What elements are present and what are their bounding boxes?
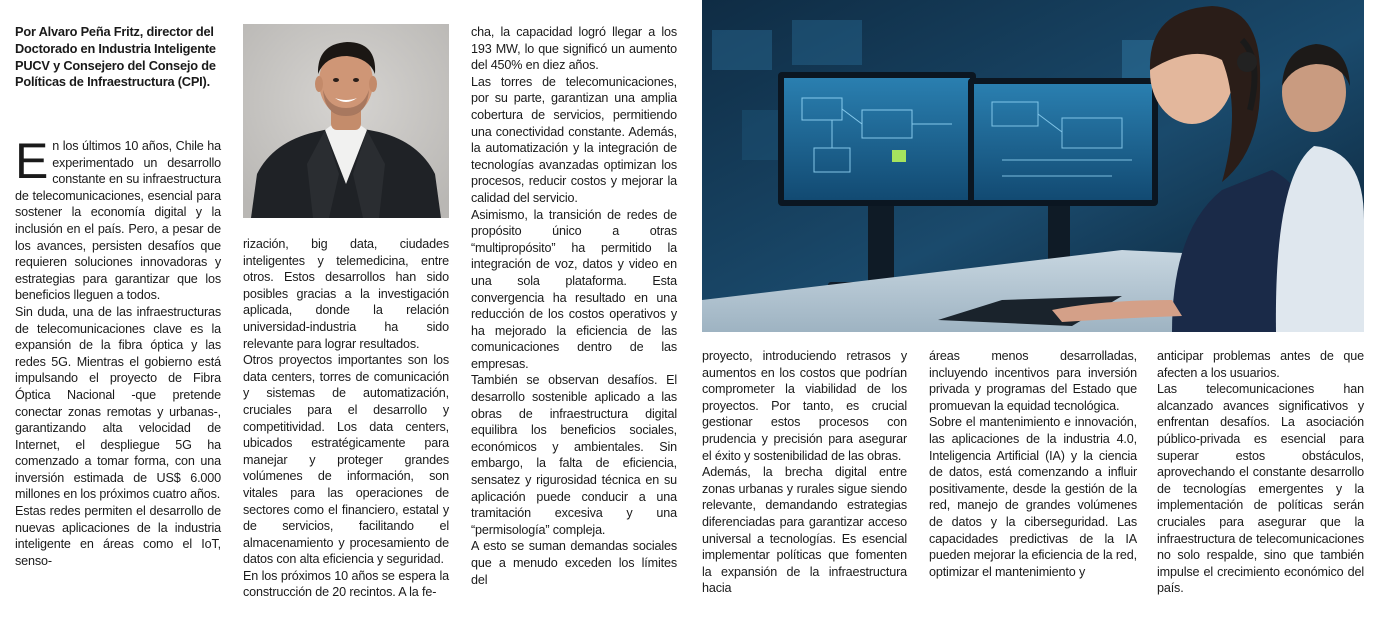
paragraph: Las torres de telecomunicaciones, por su parte, garantizan una amplia cobertura de servicios, permitiendo una conectividad constante. Además, la automatización y la integración de tecnologías avanzadas optimizan los procesos, reducir costos y mejorar la calidad del servicio. (471, 74, 677, 205)
paragraph: Asimismo, la transición de redes de propósito único a otras “multipropósito” ha permitido la integración de voz, datos y video en una sola plataforma. Esta convergencia ha resultado en una reducción de los costos operativos y ha mejorado la eficiencia de las comunicaciones dentro de las empresas. (471, 207, 677, 371)
paragraph: Las telecomunicaciones han alcanzado avances significativos y enfrentan desafíos. La asociación público-privada es esencial para superar estos obstáculos, aprovechando el constante desarrollo de tecnologías emergentes y la implementación de políticas serán cruciales para asegurar que la infraestructura de telecomunicaciones no solo respalde, sino que también impulse el crecimiento económico del país. (1157, 382, 1364, 596)
author-portrait (243, 24, 449, 218)
paragraph: áreas menos desarrolladas, incluyendo incentivos para inversión privada y programas del Estado que promuevan la equidad tecnológica. (929, 349, 1137, 413)
paragraph: En los próximos 10 años se espera la construcción de 20 recintos. A la fe- (243, 568, 449, 600)
paragraph: A esto se suman demandas sociales que a menudo exceden los límites del (471, 539, 677, 587)
paragraph: rización, big data, ciudades inteligentes y telemedicina, entre otros. Estos desarrollos han sido posibles gracias a la investigación aplicada, donde la relación universidad-industria ha sido relevante para lograr resultados. (243, 237, 449, 351)
paragraph: También se observan desafíos. El desarrollo sostenible aplicado a las obras de infraestructura digital equilibra los beneficios sociales, económicos y ambientales. Sin embargo, la falta de eficiencia, sensatez y rigurosidad técnica en su aplicación puede conducir a una tramitación excesiva y una “permisología” compleja. (471, 373, 677, 537)
paragraph: Otros proyectos importantes son los data centers, torres de comunicación y sistemas de automatización, cruciales para el desarrollo y competitividad. Los data centers, ubicados estratégicamente para manejar y proteger grandes volúmenes de información, son vitales para las operaciones de sectores como el financiero, estatal y de servicios, facilitando el almacenamiento y procesamiento de datos con alta eficiencia y seguridad. (243, 353, 449, 567)
paragraph: proyecto, introduciendo retrasos y aumentos en los costos que podrían comprometer la viabilidad de los proyectos. Por tanto, es crucial gestionar estos procesos con prudencia y precisión para asegurar el éxito y sostenibilidad de las obras. (702, 349, 907, 463)
paragraph: Sobre el mantenimiento e innovación, las aplicaciones de la industria 4.0, Inteligencia Artificial (IA) y la ciencia de datos, está comenzando a influir positivamente, desde la gestión de la red, manejo de grandes volúmenes de datos y la ciberseguridad. Las capacidades predictivas de la IA pueden mejorar la eficiencia de la red, optimizar el mantenimiento y (929, 415, 1137, 579)
article-column-3 (471, 24, 677, 588)
drop-cap: E (15, 133, 49, 189)
paragraph: Sin duda, una de las infraestructuras de telecomunicaciones clave es la expansión de la fibra óptica y las redes 5G. Mientras el gobierno está impulsando el proyecto de Fibra Óptica Nacional -que pretende conectar zonas remotas y urbanas-, garantizando alta velocidad de Internet, el despliegue 5G ha comenzado a tomar forma, con una inversión estimada de US$ 6.000 millones en los próximos cuatro años. (15, 304, 221, 502)
paragraph: Además, la brecha digital entre zonas urbanas y rurales sigue siendo relevante, demandando estrategias diferenciadas para garantizar acceso universal a tecnologías. Es esencial implementar políticas que fomenten la expansión de la infraestructura hacia (702, 465, 907, 596)
article-column-5 (929, 348, 1137, 580)
paragraph: anticipar problemas antes de que afecten a los usuarios. (1157, 349, 1364, 380)
paragraph: cha, la capacidad logró llegar a los 193 MW, lo que significó un aumento del 450% en diez años. (471, 25, 677, 73)
paragraph: En los últimos 10 años, Chile ha experimentado un desarrollo constante en su infraestructura de telecomunicaciones, esencial para sostener la economía digital y la inclusión en el país. Pero, a pesar de los avances, persisten desafíos que requieren soluciones innovadoras y estrategias para garantizar que los beneficios lleguen a todos. (15, 133, 221, 303)
article-column-6 (1157, 348, 1364, 597)
control-room-photo (702, 0, 1364, 332)
paragraph: Estas redes permiten el desarrollo de nuevas aplicaciones de la industria inteligente en áreas como el IoT, senso- (15, 504, 221, 568)
article-column-4 (702, 348, 907, 597)
article-column-1 (15, 133, 221, 569)
author-byline: Por Alvaro Peña Fritz, director del Doctorado en Industria Inteligente PUCV y Consejero del Consejo de Políticas de Infraestructura (CPI). (15, 24, 216, 90)
article-column-2 (243, 236, 449, 601)
